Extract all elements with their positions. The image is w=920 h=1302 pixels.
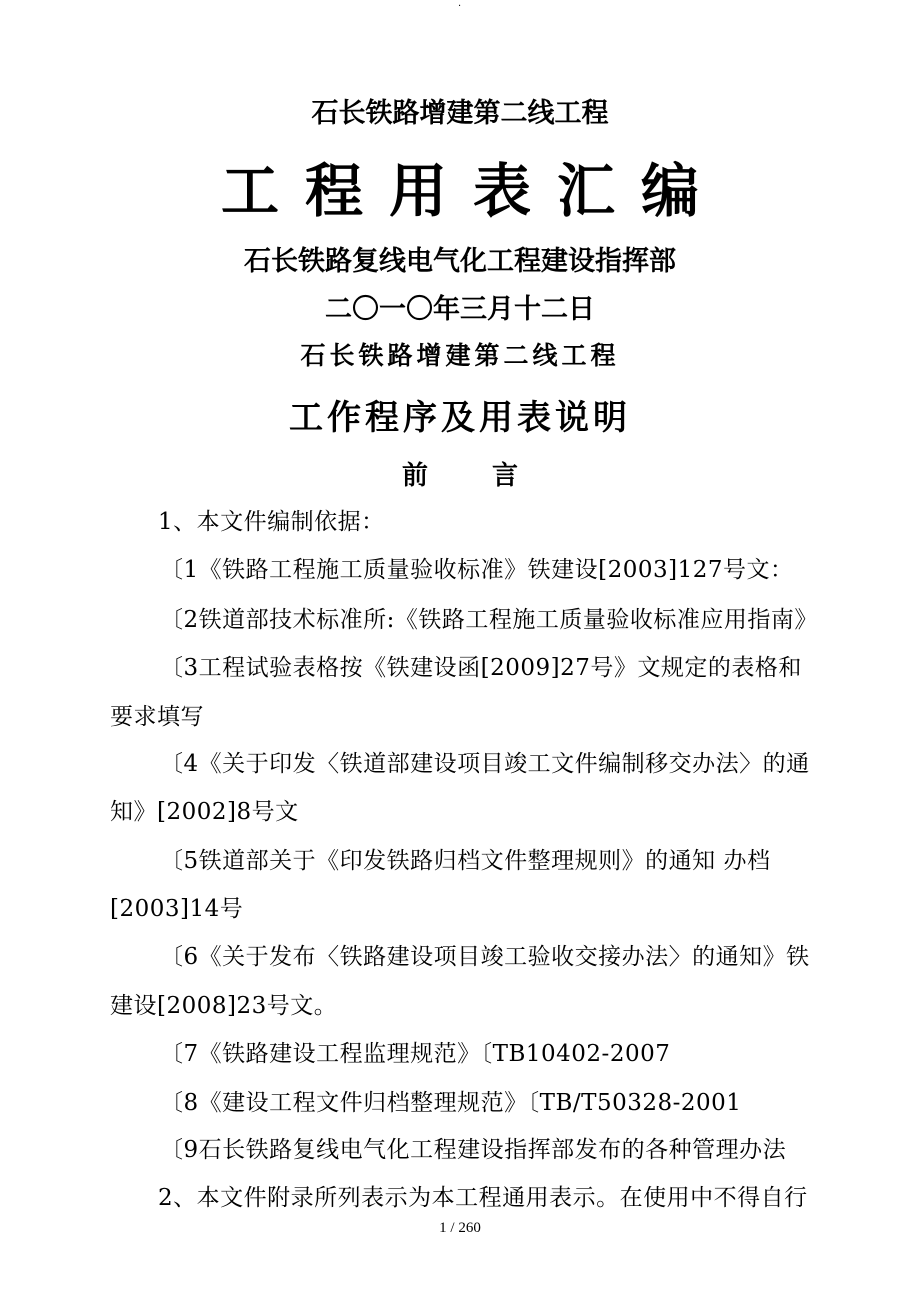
body-line-basis: 1、本文件编制依据：: [158, 509, 385, 535]
preface-heading-left: 前: [401, 461, 428, 491]
cover-date: 二〇一〇年三月十二日: [325, 294, 595, 325]
body-line-ref8: 〔8《建设工程文件归档整理规范》〔TB/T50328-2001: [160, 1090, 742, 1116]
preface-heading: [0, 456, 920, 496]
section-project-title: 石长铁路增建第二线工程: [300, 341, 620, 370]
section-doc-title: 工作程序及用表说明: [289, 398, 631, 438]
body-line-ref3-cont: 要求填写: [110, 704, 204, 730]
header-mark: ·: [458, 1, 462, 12]
cover-project-title: 石长铁路增建第二线工程: [311, 98, 609, 129]
body-line-ref5-cont: [2003]14号: [110, 896, 244, 922]
body-line-ref4-cont: 知》[2002]8号文: [110, 799, 299, 825]
body-line-ref7: 〔7《铁路建设工程监理规范》〔TB10402-2007: [160, 1041, 671, 1067]
preface-heading-right: 言: [492, 461, 519, 491]
body-line-ref4: 〔4《关于印发〈铁道部建设项目竣工文件编制移交办法〉的通: [160, 751, 810, 777]
body-line-ref1: 〔1《铁路工程施工质量验收标准》铁建设[2003]127号文：: [160, 557, 794, 583]
body-line-ref9: 〔9石长铁路复线电气化工程建设指挥部发布的各种管理办法: [160, 1137, 787, 1163]
body-line-appendix: 2、本文件附录所列表示为本工程通用表示。在使用中不得自行: [158, 1185, 808, 1211]
body-line-ref6: 〔6《关于发布〈铁路建设项目竣工验收交接办法〉的通知》铁: [160, 944, 810, 970]
cover-organization: 石长铁路复线电气化工程建设指挥部: [244, 246, 676, 277]
body-line-ref3: 〔3工程试验表格按《铁建设函[2009]27号》文规定的表格和: [160, 655, 802, 681]
body-line-ref5: 〔5铁道部关于《印发铁路归档文件整理规则》的通知 办档: [160, 848, 771, 874]
page-number: 1 / 260: [439, 1220, 481, 1236]
cover-main-title: 工程用表汇编: [220, 157, 725, 225]
body-line-ref2: 〔2铁道部技术标准所:《铁路工程施工质量验收标准应用指南》: [160, 607, 818, 633]
body-line-ref6-cont: 建设[2008]23号文。: [110, 993, 338, 1019]
